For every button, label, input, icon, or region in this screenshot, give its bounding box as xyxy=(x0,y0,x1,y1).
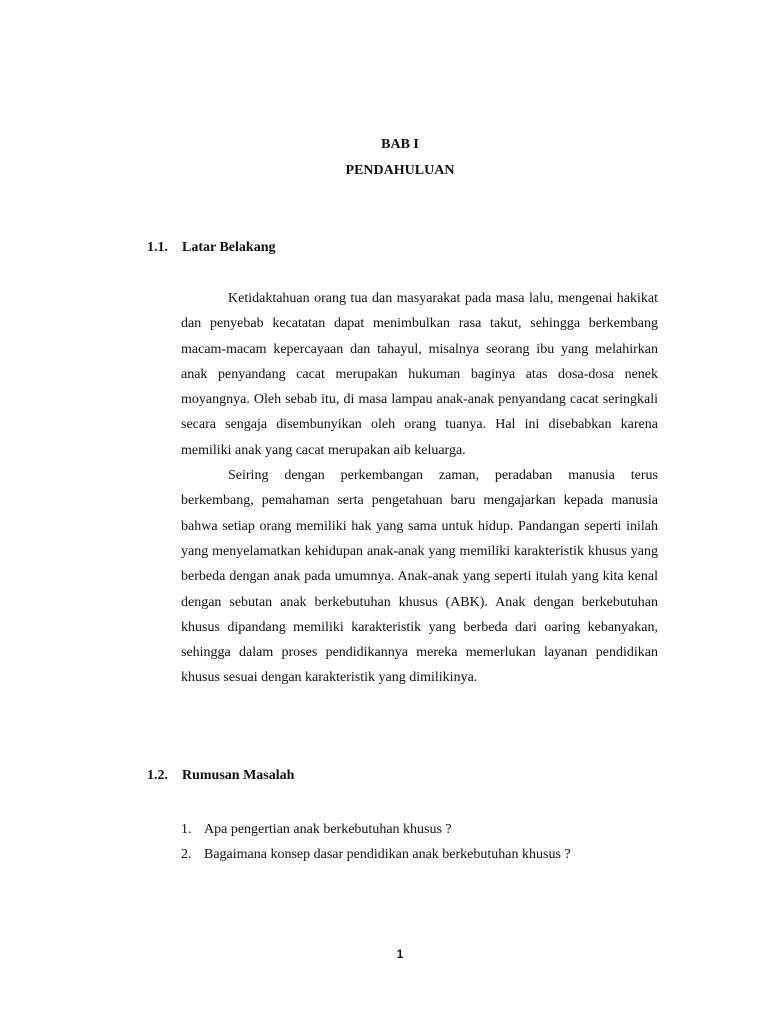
chapter-number: BAB I xyxy=(381,137,419,152)
paragraph: Seiring dengan perkembangan zaman, peradaban manusia terus berkembang, pemahaman serta pengetahuan baru mengajarkan kepada manusia bahwa setiap orang memiliki hak yang sama untuk hidup. Pandangan seperti inilah yang menyelamatkan kehidupan anak-anak yang memiliki karakteristik khusus yang berbeda dengan anak pada umumnya. Anak-anak yang seperti itulah yang kita kenal dengan sebutan anak berkebutuhan khusus (ABK). Anak dengan berkebutuhan khusus dipandang memiliki karakteristik yang berbeda dari oaring kebanyakan, sehingga dalam proses pendidikannya mereka memerlukan layanan pendidikan khusus sesuai dengan karakteristik yang dimilikinya. xyxy=(181,468,658,686)
section-heading-rumusan-masalah xyxy=(147,768,294,784)
section-title: Rumusan Masalah xyxy=(182,768,295,783)
chapter-title: PENDAHULUAN xyxy=(345,163,455,178)
section-number: 1.1. xyxy=(147,240,168,255)
section-number: 1.2. xyxy=(147,768,168,783)
latar-belakang-body xyxy=(181,286,658,691)
question-list xyxy=(181,817,571,868)
list-item-text: Apa pengertian anak berkebutuhan khusus ? xyxy=(204,822,452,837)
paragraph: Ketidaktahuan orang tua dan masyarakat pada masa lalu, mengenai hakikat dan penyebab kecatatan dapat menimbulkan rasa takut, sehingga berkembang macam-macam kepercayaan dan tahayul, misalnya seorang ibu yang melahirkan anak penyandang cacat merupakan hukuman baginya atas dosa-dosa nenek moyangnya. Oleh sebab itu, di masa lampau anak-anak penyandang cacat seringkali secara sengaja disembunyikan oleh orang tuanya. Hal ini disebabkan karena memiliki anak yang cacat merupakan aib keluarga. xyxy=(181,291,658,458)
list-item-number: 1. xyxy=(181,822,192,837)
list-item xyxy=(181,842,571,867)
list-item-number: 2. xyxy=(181,847,192,863)
section-title: Latar Belakang xyxy=(182,240,276,255)
list-item xyxy=(181,817,571,842)
list-item-text: Bagaimana konsep dasar pendidikan anak berkebutuhan khusus ? xyxy=(204,847,571,863)
section-heading-latar-belakang xyxy=(147,240,275,256)
page-number: 1 xyxy=(396,947,404,961)
